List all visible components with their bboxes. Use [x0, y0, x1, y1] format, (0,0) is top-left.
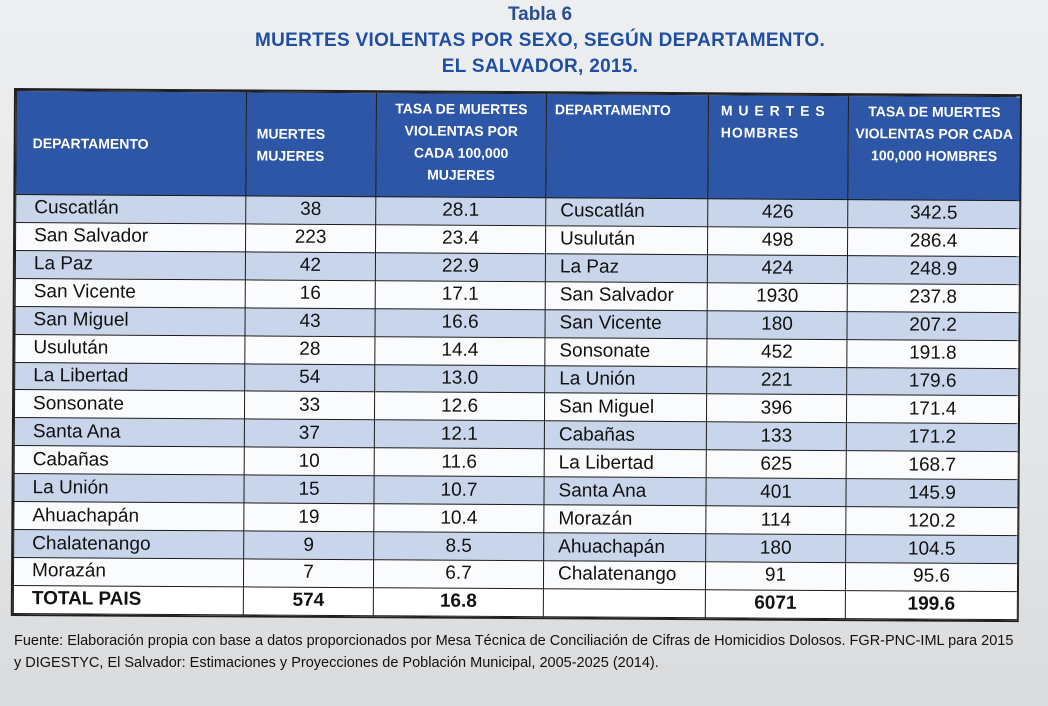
source-note: [14, 630, 1044, 674]
cell-tasa-hombres: 191.8: [847, 339, 1019, 368]
cell-departamento-mujeres: San Salvador: [16, 222, 246, 251]
cell-tasa-mujeres: 6.7: [373, 560, 543, 589]
cell-muertes-mujeres: 33: [244, 391, 374, 420]
cell-tasa-hombres: 120.2: [846, 507, 1018, 536]
cell-muertes-hombres: 221: [707, 366, 847, 395]
data-table: [11, 88, 1022, 622]
cell-departamento-hombres: Sonsonate: [545, 337, 707, 366]
cell-tasa-mujeres: 13.0: [375, 364, 545, 393]
cell-tasa-hombres: 286.4: [847, 228, 1019, 257]
cell-muertes-mujeres: 19: [244, 503, 374, 532]
cell-departamento-mujeres: Santa Ana: [14, 418, 244, 447]
cell-muertes-mujeres: 16: [245, 280, 375, 309]
cell-tasa-hombres: 95.6: [845, 563, 1017, 592]
cell-muertes-mujeres: 43: [245, 308, 375, 337]
cell-departamento-hombres: Santa Ana: [544, 477, 706, 506]
cell-departamento-hombres: Usulután: [545, 226, 707, 255]
cell-tasa-hombres: 179.6: [847, 367, 1019, 396]
cell-tasa-mujeres: 10.4: [374, 504, 544, 533]
cell-muertes-mujeres: 223: [246, 224, 376, 253]
header-departamento-mujeres: DEPARTAMENTO: [16, 91, 247, 196]
total-row: [13, 585, 1017, 619]
cell-muertes-mujeres: 37: [244, 419, 374, 448]
header-muertes-hombres: M U E R T E S HOMBRES: [708, 95, 849, 200]
cell-departamento-hombres: Cuscatlán: [546, 198, 708, 227]
total-tasa-hombres: 199.6: [845, 590, 1017, 619]
cell-muertes-mujeres: 15: [244, 475, 374, 504]
cell-muertes-hombres: 498: [707, 227, 847, 256]
cell-tasa-mujeres: 12.1: [374, 420, 544, 449]
cell-departamento-hombres: San Vicente: [545, 309, 707, 338]
cell-tasa-hombres: 168.7: [846, 451, 1018, 480]
cell-departamento-hombres: Ahuachapán: [544, 533, 706, 562]
table-title-main: MUERTES VIOLENTAS POR SEXO, SEGÚN DEPARTAMENTO.: [254, 30, 826, 51]
cell-tasa-hombres: 342.5: [848, 200, 1020, 229]
table-title: [180, 2, 900, 78]
cell-muertes-mujeres: 38: [246, 196, 376, 225]
cell-departamento-mujeres: San Vicente: [15, 278, 245, 307]
cell-muertes-mujeres: 28: [245, 336, 375, 365]
total-tasa-mujeres: 16.8: [373, 588, 543, 617]
cell-muertes-mujeres: 42: [245, 252, 375, 281]
cell-tasa-mujeres: 16.6: [375, 308, 545, 337]
cell-departamento-mujeres: La Libertad: [15, 362, 245, 391]
cell-muertes-hombres: 625: [706, 450, 846, 479]
cell-muertes-hombres: 452: [707, 338, 847, 367]
cell-departamento-mujeres: La Unión: [14, 474, 244, 503]
cell-tasa-mujeres: 23.4: [376, 225, 546, 254]
cell-tasa-mujeres: 22.9: [375, 253, 545, 282]
cell-muertes-hombres: 180: [707, 310, 847, 339]
cell-departamento-mujeres: Cuscatlán: [16, 195, 246, 224]
cell-departamento-mujeres: La Paz: [15, 250, 245, 279]
cell-muertes-hombres: 426: [708, 199, 848, 228]
cell-departamento-mujeres: San Miguel: [15, 306, 245, 335]
cell-tasa-mujeres: 8.5: [374, 532, 544, 561]
cell-tasa-mujeres: 14.4: [375, 336, 545, 365]
header-tasa-hombres: TASA DE MUERTES VIOLENTAS POR CADA 100,000 HOMBRES: [848, 96, 1021, 201]
cell-departamento-hombres: La Paz: [545, 254, 707, 283]
header-departamento-hombres: DEPARTAMENTO: [546, 94, 709, 199]
source-line-1: Fuente: Elaboración propia con base a datos proporcionados por Mesa Técnica de Conciliación de Cifras de Homicidios Dolosos. FGR-PNC-IML para 2015: [14, 633, 1014, 649]
cell-departamento-hombres: San Miguel: [544, 393, 706, 422]
cell-tasa-hombres: 207.2: [847, 311, 1019, 340]
cell-tasa-hombres: 237.8: [847, 283, 1019, 312]
header-tasa-mujeres: TASA DE MUERTES VIOLENTAS POR CADA 100,000 MUJERES: [376, 93, 547, 198]
cell-departamento-mujeres: Cabañas: [14, 446, 244, 475]
table-number: Tabla 6: [507, 4, 573, 25]
cell-tasa-mujeres: 11.6: [374, 448, 544, 477]
cell-muertes-hombres: 401: [706, 478, 846, 507]
cell-tasa-mujeres: 17.1: [375, 280, 545, 309]
header-muertes-mujeres: MUERTES MUJERES: [246, 92, 377, 197]
total-empty-cell: [543, 589, 705, 618]
table-title-sub: EL SALVADOR, 2015.: [441, 56, 639, 77]
cell-muertes-hombres: 1930: [707, 283, 847, 312]
source-line-2: y DIGESTYC, El Salvador: Estimaciones y Proyecciones de Población Municipal, 2005-2025 (2014).: [14, 655, 659, 671]
cell-tasa-mujeres: 10.7: [374, 476, 544, 505]
cell-departamento-hombres: La Unión: [545, 365, 707, 394]
cell-departamento-hombres: Cabañas: [544, 421, 706, 450]
total-muertes-mujeres: 574: [243, 587, 373, 616]
cell-departamento-hombres: Chalatenango: [543, 561, 705, 590]
cell-muertes-hombres: 424: [707, 255, 847, 284]
total-label: TOTAL PAIS: [13, 585, 243, 614]
cell-departamento-mujeres: Ahuachapán: [14, 502, 244, 531]
cell-tasa-hombres: 104.5: [846, 535, 1018, 564]
cell-departamento-hombres: La Libertad: [544, 449, 706, 478]
cell-departamento-mujeres: Chalatenango: [14, 530, 244, 559]
cell-muertes-mujeres: 9: [244, 531, 374, 560]
cell-departamento-mujeres: Sonsonate: [14, 390, 244, 419]
cell-muertes-hombres: 91: [705, 562, 845, 591]
cell-departamento-mujeres: Morazán: [13, 557, 243, 586]
cell-tasa-hombres: 171.4: [846, 395, 1018, 424]
cell-tasa-hombres: 171.2: [846, 423, 1018, 452]
cell-departamento-mujeres: Usulután: [15, 334, 245, 363]
cell-muertes-hombres: 396: [706, 394, 846, 423]
cell-muertes-mujeres: 7: [243, 559, 373, 588]
total-muertes-hombres: 6071: [705, 590, 845, 619]
cell-muertes-hombres: 114: [706, 506, 846, 535]
cell-muertes-mujeres: 10: [244, 447, 374, 476]
cell-muertes-mujeres: 54: [245, 363, 375, 392]
cell-muertes-hombres: 180: [706, 534, 846, 563]
cell-tasa-mujeres: 12.6: [374, 392, 544, 421]
cell-departamento-hombres: San Salvador: [545, 282, 707, 311]
cell-departamento-hombres: Morazán: [544, 505, 706, 534]
cell-muertes-hombres: 133: [706, 422, 846, 451]
cell-tasa-mujeres: 28.1: [376, 197, 546, 226]
cell-tasa-hombres: 248.9: [847, 255, 1019, 284]
cell-tasa-hombres: 145.9: [846, 479, 1018, 508]
